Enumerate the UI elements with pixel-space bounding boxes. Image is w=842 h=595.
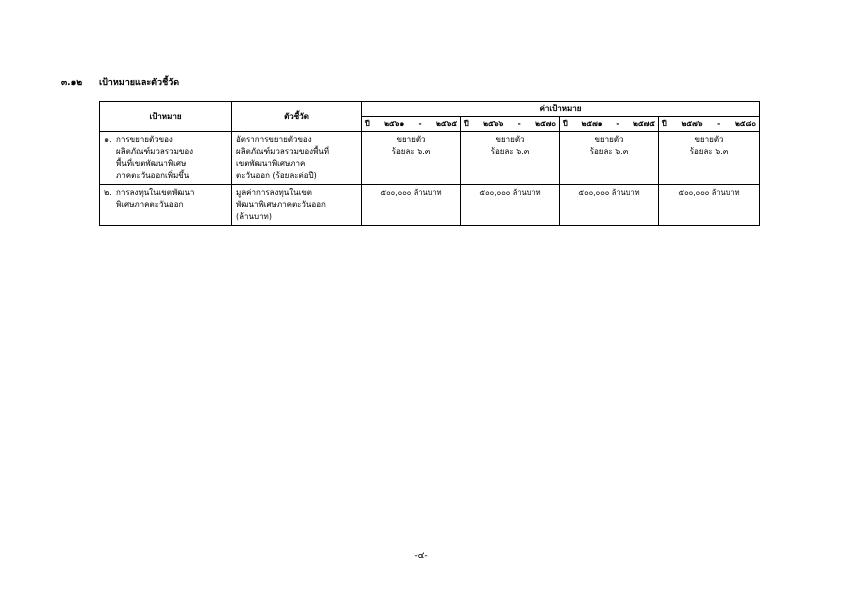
page-number: -๔-: [414, 551, 428, 561]
header-period: [461, 117, 560, 132]
indicator-text: พัฒนาพิเศษภาคตะวันออก: [236, 200, 326, 209]
header-period: [659, 117, 760, 132]
target-value-cell: [659, 132, 760, 185]
period-end: ๒๕๗๕: [633, 119, 655, 128]
period-prefix: ปี: [563, 119, 568, 128]
section-title: เป้าหมายและตัวชี้วัด: [99, 78, 180, 88]
table-row: [100, 132, 760, 185]
goal-text: การขยายตัวของ: [116, 135, 173, 144]
period-start: ๒๕๗๖: [681, 119, 703, 128]
goal-text: ผลิตภัณฑ์มวลรวมของ: [116, 147, 194, 156]
target-value-cell: [362, 132, 461, 185]
indicator-text: อัตราการขยายตัวของ: [236, 135, 312, 144]
period-end: ๒๕๗๐: [535, 119, 556, 128]
header-indicator: ตัวชี้วัด: [232, 102, 362, 132]
target-value: ขยายตัว: [694, 135, 724, 144]
period-prefix: ปี: [365, 119, 370, 128]
period-prefix: ปี: [464, 119, 469, 128]
target-value: ร้อยละ ๖.๓: [391, 147, 431, 156]
goal-text: พิเศษภาคตะวันออก: [116, 200, 184, 209]
indicator-text: เขตพัฒนาพิเศษภาค: [236, 159, 306, 168]
header-period: [362, 117, 461, 132]
indicator-text: ตะวันออก (ร้อยละต่อปี): [236, 171, 317, 180]
target-value-cell: [560, 185, 659, 226]
goal-number: ๑.: [104, 135, 112, 144]
target-value: ขยายตัว: [594, 135, 624, 144]
indicator-cell: [232, 132, 362, 185]
target-value: ๕๐๐,๐๐๐ ล้านบาท: [678, 188, 740, 197]
period-dash: -: [418, 119, 422, 128]
period-prefix: ปี: [662, 119, 667, 128]
target-value-cell: [659, 185, 760, 226]
target-value: ขยายตัว: [495, 135, 525, 144]
indicator-text: ผลิตภัณฑ์มวลรวมของพื้นที่: [236, 147, 330, 156]
target-value-cell: [560, 132, 659, 185]
target-value-cell: [461, 132, 560, 185]
period-dash: -: [517, 119, 521, 128]
period-start: ๒๕๗๑: [581, 119, 603, 128]
header-target: ค่าเป้าหมาย: [362, 102, 760, 117]
indicator-text: (ล้านบาท): [236, 212, 272, 221]
header-goal: เป้าหมาย: [100, 102, 232, 132]
section-heading: [61, 75, 179, 89]
table-row: [100, 185, 760, 226]
goal-text: พื้นที่เขตพัฒนาพิเศษ: [116, 159, 187, 168]
target-value: ร้อยละ ๖.๓: [490, 147, 530, 156]
goal-number: ๒.: [104, 188, 112, 197]
period-end: ๒๕๖๕: [435, 119, 457, 128]
section-number: ๓.๑๒: [61, 78, 83, 88]
indicator-cell: [232, 185, 362, 226]
header-row: [100, 102, 760, 117]
target-value: ๕๐๐,๐๐๐ ล้านบาท: [578, 188, 640, 197]
goal-cell: [100, 132, 232, 185]
header-period: [560, 117, 659, 132]
target-value: ร้อยละ ๖.๓: [589, 147, 629, 156]
period-start: ๒๕๖๖: [483, 119, 504, 128]
target-value-cell: [461, 185, 560, 226]
goal-text: การลงทุนในเขตพัฒนา: [116, 188, 195, 197]
period-end: ๒๕๘๐: [734, 119, 756, 128]
target-value: ร้อยละ ๖.๓: [689, 147, 729, 156]
period-start: ๒๕๖๑: [384, 119, 405, 128]
target-value: ขยายตัว: [396, 135, 426, 144]
target-value: ๕๐๐,๐๐๐ ล้านบาท: [479, 188, 541, 197]
goal-cell: [100, 185, 232, 226]
target-value: ๕๐๐,๐๐๐ ล้านบาท: [380, 188, 442, 197]
period-dash: -: [616, 119, 620, 128]
indicator-text: มูลค่าการลงทุนในเขต: [236, 188, 312, 197]
targets-table: [99, 101, 760, 226]
goal-text: ภาคตะวันออกเพิ่มขึ้น: [116, 171, 190, 180]
target-value-cell: [362, 185, 461, 226]
period-dash: -: [717, 119, 721, 128]
